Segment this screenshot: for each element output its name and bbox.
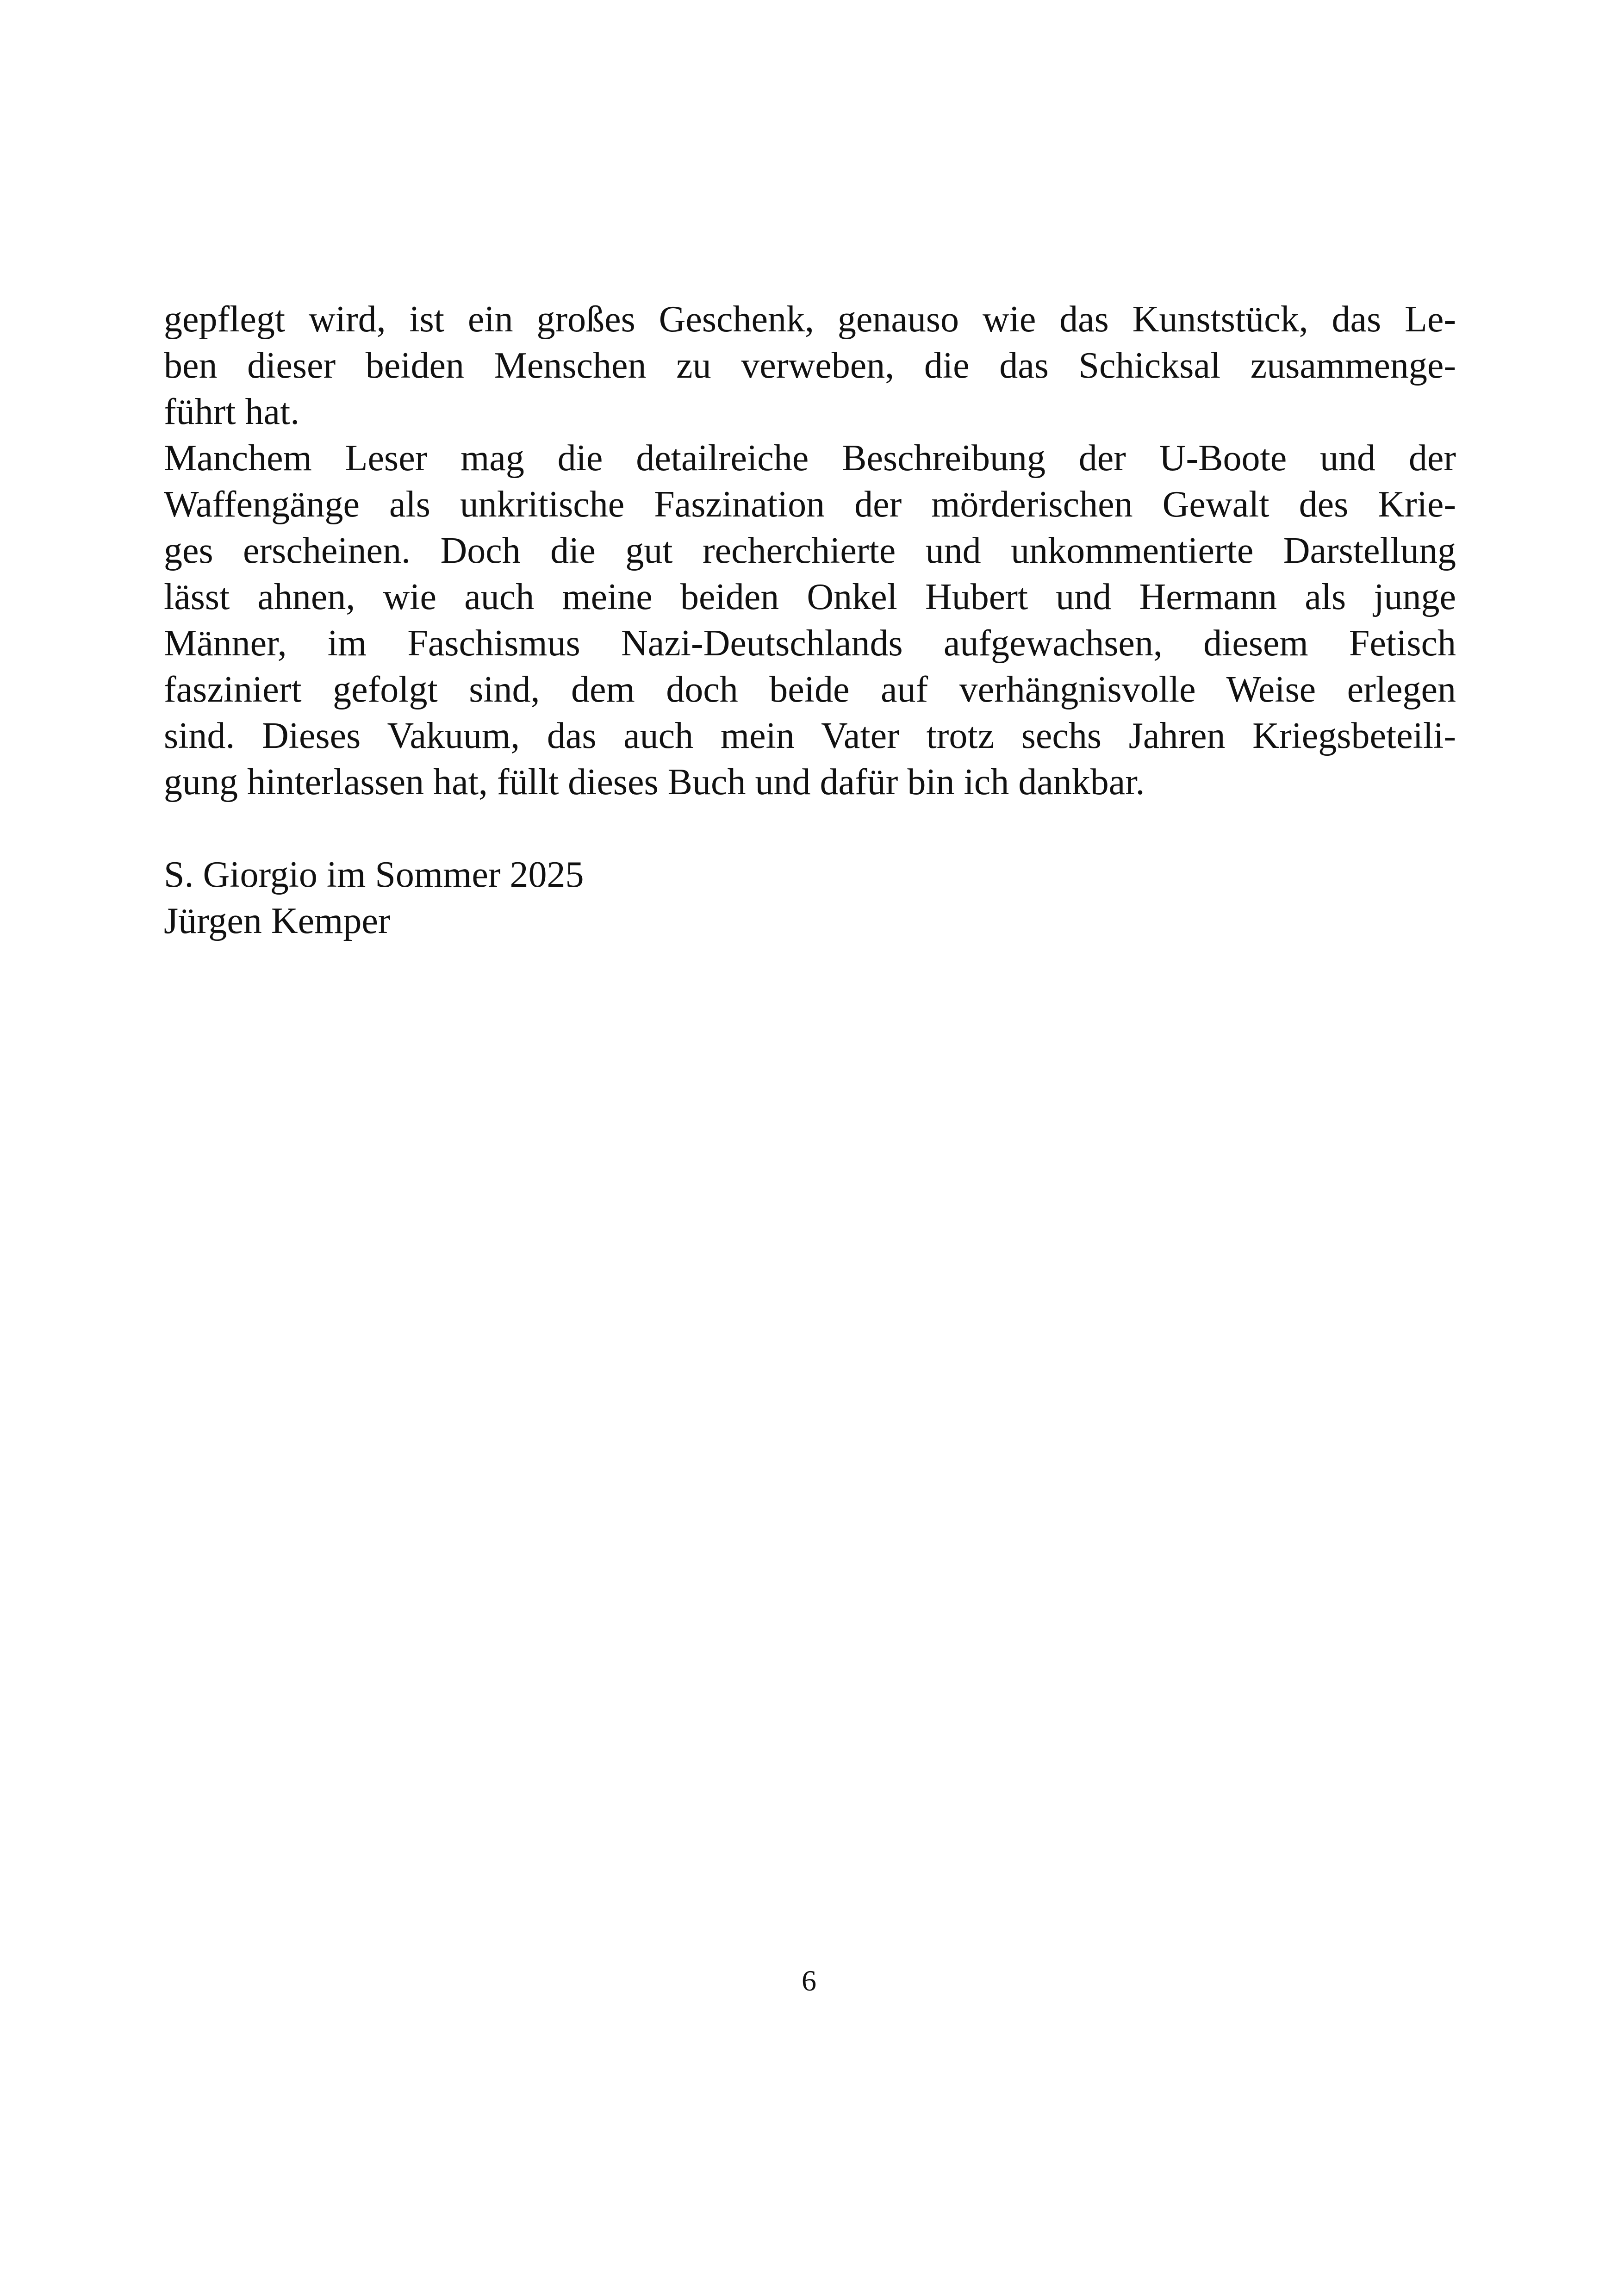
paragraph-line: sind. Dieses Vakuum, das auch mein Vater trotz sechs Jahren Kriegsbeteili- bbox=[164, 716, 1456, 756]
author-name: Jürgen Kemper bbox=[164, 901, 391, 941]
paragraph-line: Männer, im Faschismus Nazi-Deutschlands aufgewachsen, diesem Fetisch bbox=[164, 623, 1456, 664]
paragraph-line: lässt ahnen, wie auch meine beiden Onkel Hubert und Hermann als junge bbox=[164, 577, 1456, 617]
paragraph-line: gung hinterlassen hat, füllt dieses Buch und dafür bin ich dankbar. bbox=[164, 762, 1145, 803]
paragraph-line: ges erscheinen. Doch die gut recherchierte und unkommentierte Darstellung bbox=[164, 530, 1456, 571]
paragraph-line: Manchem Leser mag die detailreiche Beschreibung der U-Boote und der bbox=[164, 438, 1456, 479]
paragraph-line: gepflegt wird, ist ein großes Geschenk, genauso wie das Kunststück, das Le- bbox=[164, 299, 1456, 340]
paragraph-line: ben dieser beiden Menschen zu verweben, die das Schicksal zusammenge- bbox=[164, 345, 1456, 386]
paragraph-line: fasziniert gefolgt sind, dem doch beide auf verhängnisvolle Weise erlegen bbox=[164, 669, 1456, 710]
place-date: S. Giorgio im Sommer 2025 bbox=[164, 854, 584, 895]
paragraph-line: führt hat. bbox=[164, 392, 300, 432]
page-number: 6 bbox=[802, 1964, 816, 1997]
paragraph-gap bbox=[164, 805, 1456, 852]
body-text bbox=[164, 296, 1456, 944]
paragraph-line: Waffengänge als unkritische Faszination der mörderischen Gewalt des Krie- bbox=[164, 484, 1456, 525]
